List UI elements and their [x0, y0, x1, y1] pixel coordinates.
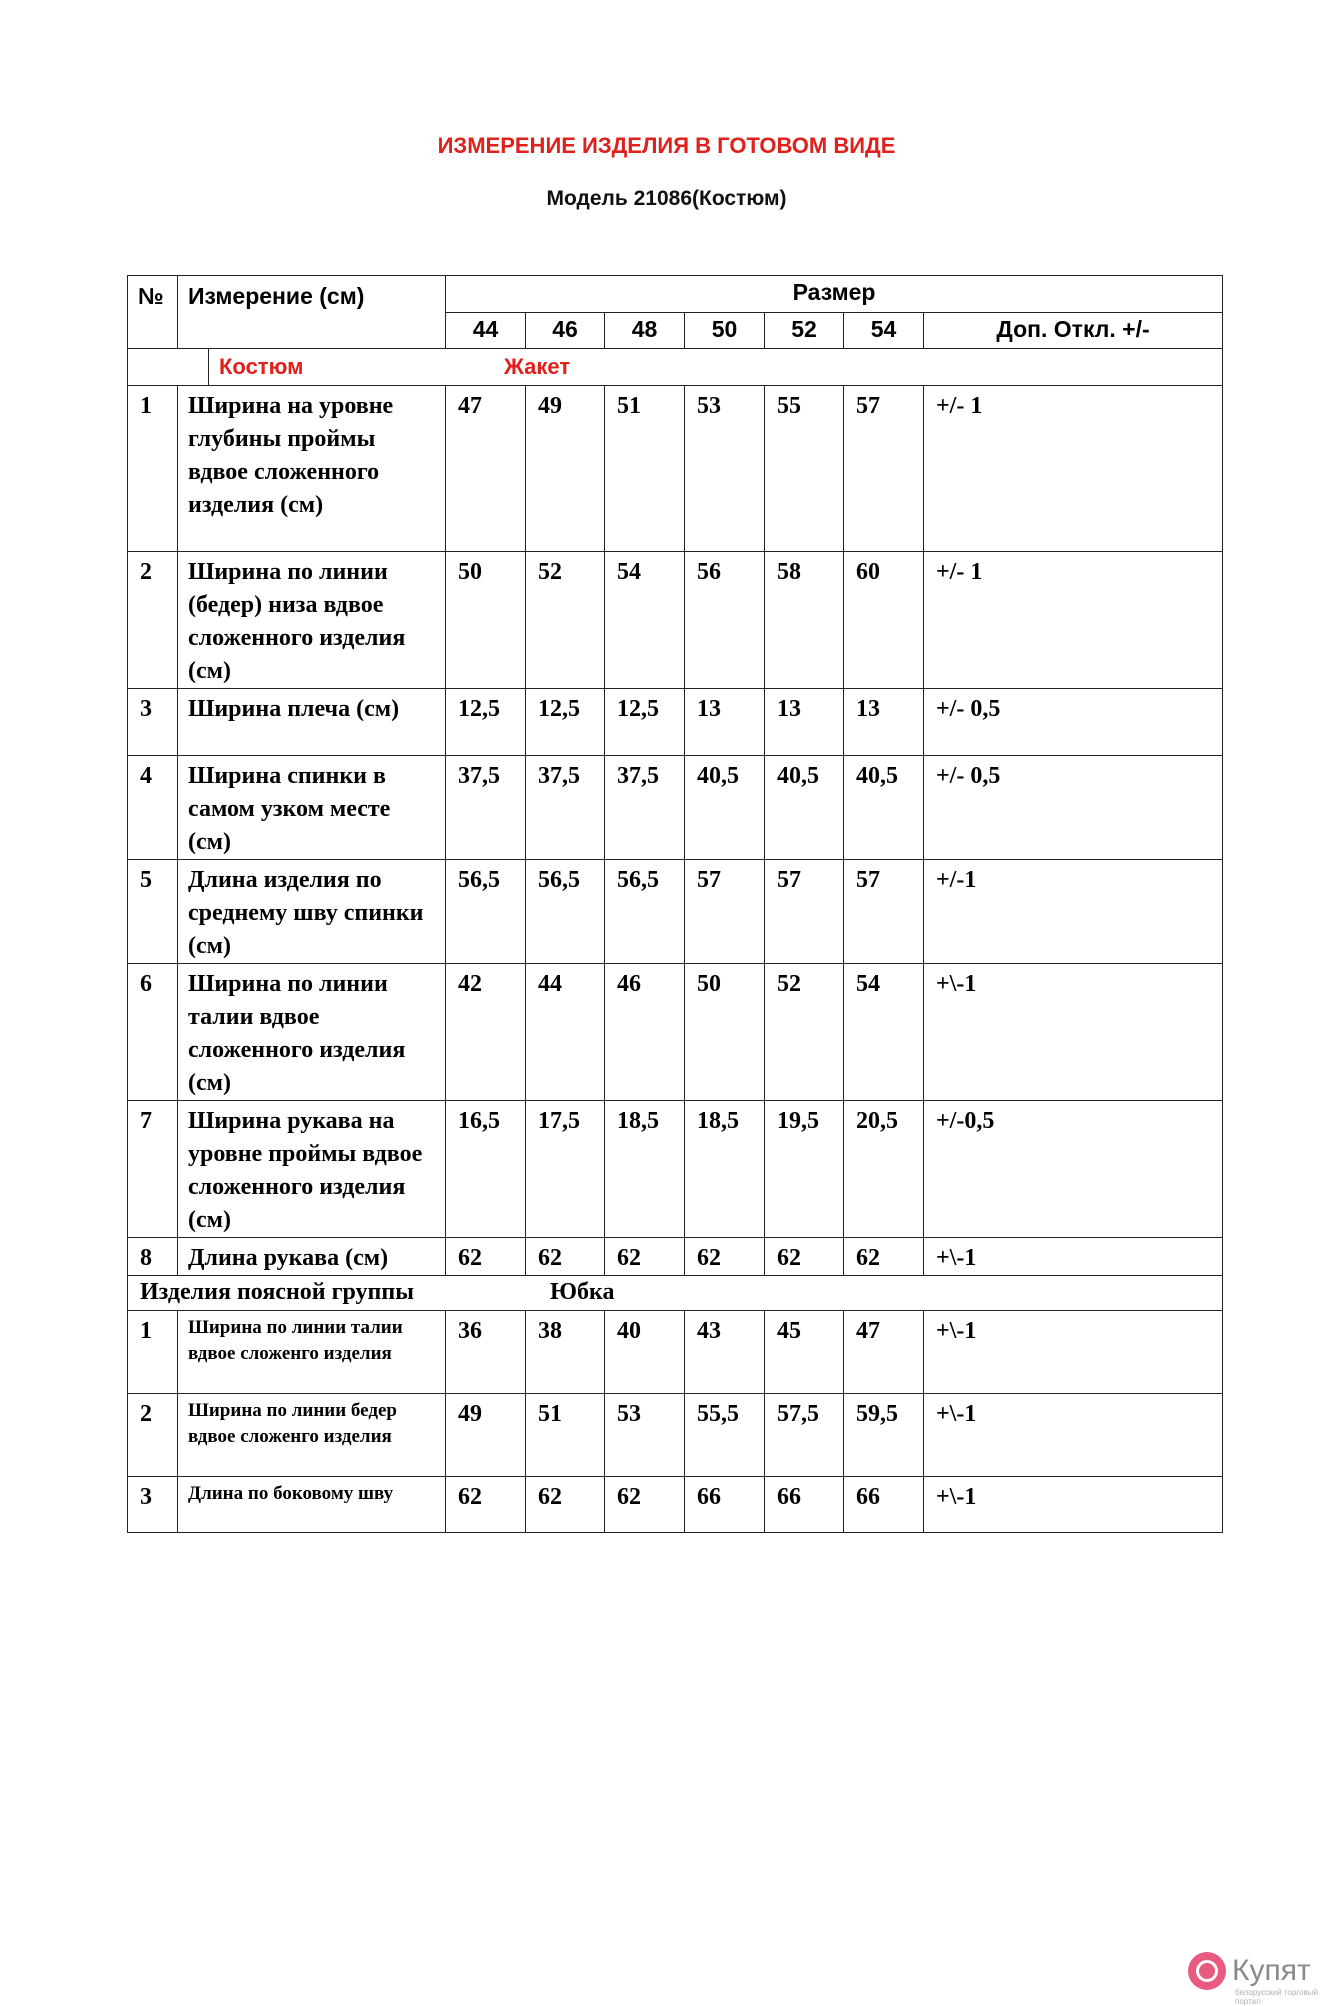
header-size: Размер [446, 276, 1223, 313]
row-number: 3 [128, 1477, 178, 1533]
row-value: 52 [526, 552, 605, 689]
row-value: 16,5 [446, 1101, 526, 1238]
row-number: 5 [128, 860, 178, 964]
size-50: 50 [685, 313, 765, 349]
row-value: 40 [605, 1311, 685, 1394]
row-value: 56,5 [526, 860, 605, 964]
row-tolerance: +/- 1 [924, 386, 1223, 552]
measurement-table [127, 275, 1223, 1533]
row-tolerance: +/- 0,5 [924, 689, 1223, 756]
header-tolerance: Доп. Откл. +/- [924, 313, 1223, 349]
row-measurement-name: Ширина плеча (см) [178, 689, 446, 756]
table-row [128, 1101, 1223, 1238]
document-subtitle: Модель 21086(Костюм) [546, 187, 787, 210]
row-value: 54 [844, 964, 924, 1101]
row-tolerance: +\-1 [924, 1394, 1223, 1477]
row-value: 66 [685, 1477, 765, 1533]
table-row [128, 1394, 1223, 1477]
row-value: 54 [605, 552, 685, 689]
table-row [128, 756, 1223, 860]
logo-mark-icon [1188, 1952, 1226, 1990]
row-value: 62 [765, 1238, 844, 1276]
row-number: 4 [128, 756, 178, 860]
row-measurement-name: Длина рукава (см) [178, 1238, 446, 1276]
row-measurement-name: Ширина спинки в самом узком месте (см) [178, 756, 446, 860]
row-value: 13 [685, 689, 765, 756]
table-row [128, 860, 1223, 964]
row-value: 62 [685, 1238, 765, 1276]
row-value: 51 [605, 386, 685, 552]
row-value: 62 [446, 1477, 526, 1533]
row-value: 55,5 [685, 1394, 765, 1477]
kupyat-logo [1188, 1952, 1333, 2006]
row-value: 51 [526, 1394, 605, 1477]
header-number: № [128, 276, 178, 349]
row-value: 36 [446, 1311, 526, 1394]
table-row [128, 1477, 1223, 1533]
row-value: 57 [844, 386, 924, 552]
row-tolerance: +/-0,5 [924, 1101, 1223, 1238]
row-value: 37,5 [605, 756, 685, 860]
row-value: 46 [605, 964, 685, 1101]
row-value: 66 [844, 1477, 924, 1533]
row-measurement-name: Длина по боковому шву [178, 1477, 446, 1533]
row-tolerance: +/-1 [924, 860, 1223, 964]
row-value: 55 [765, 386, 844, 552]
row-number: 3 [128, 689, 178, 756]
header-measurement: Измерение (см) [178, 276, 446, 349]
size-52: 52 [765, 313, 844, 349]
row-value: 49 [446, 1394, 526, 1477]
row-value: 18,5 [605, 1101, 685, 1238]
row-value: 47 [446, 386, 526, 552]
row-measurement-name: Ширина на уровне глубины проймы вдвое сложенного изделия (см) [178, 386, 446, 552]
row-value: 40,5 [765, 756, 844, 860]
row-tolerance: +/- 1 [924, 552, 1223, 689]
row-number: 1 [128, 1311, 178, 1394]
row-value: 13 [844, 689, 924, 756]
table-row [128, 552, 1223, 689]
table-row [128, 964, 1223, 1101]
row-value: 12,5 [526, 689, 605, 756]
row-value: 62 [605, 1238, 685, 1276]
row-value: 57 [685, 860, 765, 964]
row-value: 62 [844, 1238, 924, 1276]
section-jacket-label: Жакет [504, 354, 571, 379]
row-value: 52 [765, 964, 844, 1101]
row-value: 62 [605, 1477, 685, 1533]
row-value: 56,5 [446, 860, 526, 964]
row-value: 62 [526, 1238, 605, 1276]
row-value: 12,5 [446, 689, 526, 756]
row-value: 50 [446, 552, 526, 689]
size-44: 44 [446, 313, 526, 349]
row-value: 45 [765, 1311, 844, 1394]
section-waist-group-row [128, 1276, 1223, 1311]
row-value: 40,5 [685, 756, 765, 860]
row-value: 13 [765, 689, 844, 756]
size-48: 48 [605, 313, 685, 349]
row-value: 56,5 [605, 860, 685, 964]
row-value: 57,5 [765, 1394, 844, 1477]
row-number: 8 [128, 1238, 178, 1276]
table-row [128, 1311, 1223, 1394]
row-value: 18,5 [685, 1101, 765, 1238]
row-value: 44 [526, 964, 605, 1101]
row-value: 53 [605, 1394, 685, 1477]
row-measurement-name: Ширина по линии (бедер) низа вдвое сложенного изделия (см) [178, 552, 446, 689]
row-value: 62 [526, 1477, 605, 1533]
row-value: 57 [765, 860, 844, 964]
section-waist-group-label: Изделия поясной группы [140, 1279, 414, 1305]
row-value: 49 [526, 386, 605, 552]
row-value: 53 [685, 386, 765, 552]
row-value: 19,5 [765, 1101, 844, 1238]
document-title: ИЗМЕРЕНИЕ ИЗДЕЛИЯ В ГОТОВОМ ВИДЕ [437, 133, 896, 158]
row-measurement-name: Ширина рукава на уровне проймы вдвое сложенного изделия (см) [178, 1101, 446, 1238]
header-row [128, 276, 1223, 313]
row-number: 7 [128, 1101, 178, 1238]
row-value: 37,5 [446, 756, 526, 860]
row-value: 56 [685, 552, 765, 689]
row-value: 66 [765, 1477, 844, 1533]
size-54: 54 [844, 313, 924, 349]
row-value: 57 [844, 860, 924, 964]
row-value: 47 [844, 1311, 924, 1394]
row-value: 58 [765, 552, 844, 689]
row-value: 17,5 [526, 1101, 605, 1238]
row-value: 59,5 [844, 1394, 924, 1477]
row-number: 2 [128, 1394, 178, 1477]
row-tolerance: +\-1 [924, 1477, 1223, 1533]
row-measurement-name: Ширина по линии талии вдвое сложенго изделия [178, 1311, 446, 1394]
table-row [128, 689, 1223, 756]
row-tolerance: +/- 0,5 [924, 756, 1223, 860]
section-suit-row [128, 349, 1223, 386]
row-value: 20,5 [844, 1101, 924, 1238]
row-number: 6 [128, 964, 178, 1101]
row-value: 40,5 [844, 756, 924, 860]
row-value: 60 [844, 552, 924, 689]
row-value: 50 [685, 964, 765, 1101]
table-row [128, 1238, 1223, 1276]
row-measurement-name: Ширина по линии бедер вдвое сложенго изделия [178, 1394, 446, 1477]
section-suit-label: Костюм [219, 354, 304, 379]
row-value: 37,5 [526, 756, 605, 860]
row-value: 42 [446, 964, 526, 1101]
logo-tagline: белорусский торговый портал [1235, 1988, 1318, 2006]
row-measurement-name: Ширина по линии талии вдвое сложенного изделия (см) [178, 964, 446, 1101]
row-value: 62 [446, 1238, 526, 1276]
row-value: 43 [685, 1311, 765, 1394]
row-tolerance: +\-1 [924, 1238, 1223, 1276]
row-number: 1 [128, 386, 178, 552]
row-value: 38 [526, 1311, 605, 1394]
row-measurement-name: Длина изделия по среднему шву спинки (см) [178, 860, 446, 964]
row-tolerance: +\-1 [924, 964, 1223, 1101]
row-number: 2 [128, 552, 178, 689]
row-tolerance: +\-1 [924, 1311, 1223, 1394]
size-46: 46 [526, 313, 605, 349]
logo-text: Купят [1232, 1954, 1311, 1987]
row-value: 12,5 [605, 689, 685, 756]
section-skirt-label: Юбка [550, 1279, 615, 1305]
table-row [128, 386, 1223, 552]
